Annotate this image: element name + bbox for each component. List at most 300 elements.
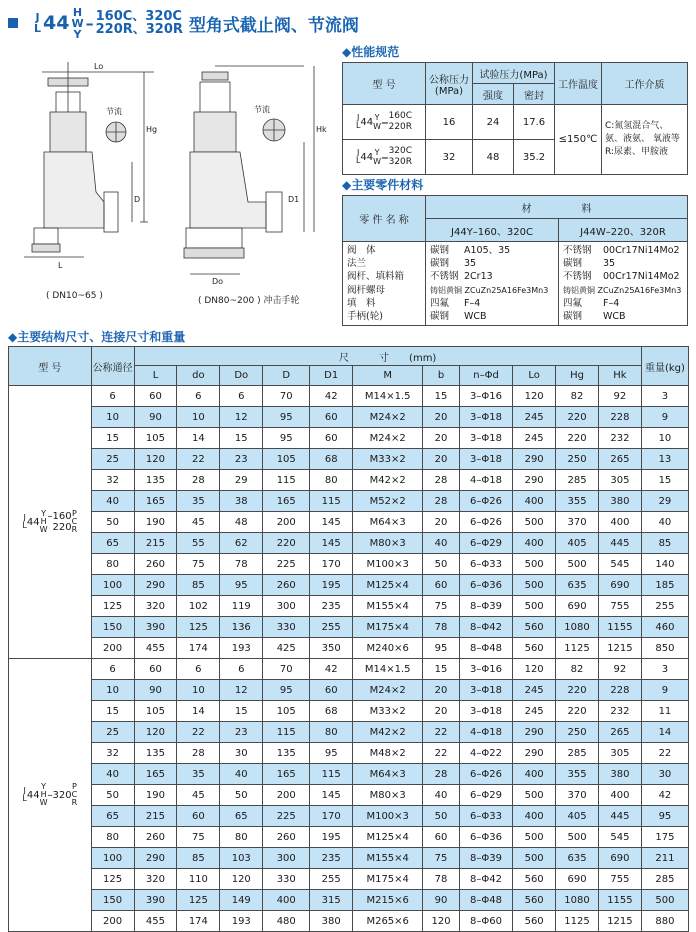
title-bullet [8, 18, 18, 28]
table-cell: 1125 [556, 638, 599, 659]
table-cell: 78 [423, 869, 460, 890]
table-cell: 3–Φ18 [459, 428, 512, 449]
table-cell: 195 [310, 575, 353, 596]
table-cell: 560 [513, 869, 556, 890]
table-cell: 50 [91, 785, 134, 806]
table-cell: 445 [598, 533, 641, 554]
table-cell: 68 [310, 701, 353, 722]
table-cell: 48 [220, 512, 263, 533]
table-cell: 405 [556, 806, 599, 827]
title-suffixes: 160C、320C 220R、320R [95, 9, 183, 37]
table-cell: 500 [556, 554, 599, 575]
table-cell: 215 [134, 533, 177, 554]
table-cell: 165 [263, 491, 310, 512]
table-cell: 455 [134, 911, 177, 932]
table-cell: 85 [177, 848, 220, 869]
table-cell: 22 [177, 722, 220, 743]
table-cell: 90 [134, 680, 177, 701]
table-cell: 235 [310, 596, 353, 617]
table-row [9, 659, 689, 680]
table-cell: 6 [91, 659, 134, 680]
table-cell: 755 [598, 869, 641, 890]
h-col-2: Do [220, 366, 263, 386]
label-hg: Hg [146, 125, 158, 134]
table-cell: 9 [641, 680, 688, 701]
table-cell: 80 [220, 827, 263, 848]
table-cell: 290 [134, 848, 177, 869]
table-cell: 80 [310, 722, 353, 743]
table-cell: 22 [423, 722, 460, 743]
table-cell: 500 [641, 890, 688, 911]
table-cell: 30 [220, 743, 263, 764]
table-cell: 405 [556, 533, 599, 554]
table-row [9, 512, 689, 533]
table-cell: 42 [310, 386, 353, 407]
table-cell: 400 [263, 890, 310, 911]
table-cell: 15 [220, 701, 263, 722]
table-cell: 10 [91, 680, 134, 701]
table-cell: 6 [91, 386, 134, 407]
table-cell: 635 [556, 575, 599, 596]
table-cell: M155×4 [353, 848, 423, 869]
table-cell: 755 [598, 596, 641, 617]
h-part: 零 件 名 称 [343, 196, 426, 242]
table-cell: 120 [134, 722, 177, 743]
table-cell: M48×2 [353, 743, 423, 764]
table-cell: 115 [263, 722, 310, 743]
table-cell: 500 [513, 785, 556, 806]
table-cell: M64×3 [353, 512, 423, 533]
table-cell: 265 [598, 722, 641, 743]
table-cell: M80×3 [353, 533, 423, 554]
table-cell: 78 [423, 617, 460, 638]
table-cell: 95 [263, 407, 310, 428]
table-cell: 460 [641, 617, 688, 638]
table-cell: 545 [598, 827, 641, 848]
table-cell: 75 [177, 554, 220, 575]
table-cell: 545 [598, 554, 641, 575]
table-cell: 220 [556, 680, 599, 701]
table-cell: 12 [220, 680, 263, 701]
h-temp: 工作温度 [555, 63, 602, 105]
h-col-4: D1 [310, 366, 353, 386]
table-cell: 500 [556, 827, 599, 848]
table-cell: 235 [310, 848, 353, 869]
table-cell: 255 [641, 596, 688, 617]
table-cell: 95 [641, 806, 688, 827]
table-cell: 560 [513, 911, 556, 932]
table-cell: 100 [91, 575, 134, 596]
table-cell: 215 [134, 806, 177, 827]
table-cell: 20 [423, 449, 460, 470]
table-cell: 4–Φ18 [459, 722, 512, 743]
table-cell: 102 [177, 596, 220, 617]
table-cell: 68 [310, 449, 353, 470]
table-cell: 455 [134, 638, 177, 659]
left-diagram-caption: ( DN10~65 ) [46, 291, 103, 301]
table-cell: 136 [220, 617, 263, 638]
table-cell: 500 [513, 848, 556, 869]
table-cell: 80 [310, 470, 353, 491]
table-cell: 285 [641, 869, 688, 890]
table-cell: 3–Φ18 [459, 407, 512, 428]
table-row [9, 764, 689, 785]
label-throttle-right: 节流 [254, 105, 270, 114]
table-cell: 75 [177, 827, 220, 848]
h-medium: 工作介质 [602, 63, 688, 105]
table-cell: 150 [91, 890, 134, 911]
table-cell: 25 [91, 449, 134, 470]
table-cell: 245 [513, 680, 556, 701]
table-cell: 62 [220, 533, 263, 554]
table-cell: 220 [556, 428, 599, 449]
table-cell: 120 [220, 869, 263, 890]
table-cell: 400 [513, 764, 556, 785]
table-cell: 115 [263, 470, 310, 491]
table-cell: 125 [177, 617, 220, 638]
table-row [9, 407, 689, 428]
table-cell: 195 [310, 827, 353, 848]
h-col1: J44Y–160、320C [426, 219, 559, 242]
table-cell: 330 [263, 869, 310, 890]
table-row [9, 848, 689, 869]
page-title [8, 6, 359, 40]
table-cell: 8–Φ48 [459, 638, 512, 659]
perf-medium: C:氮氢混合气、氨、液氨、 氧液等 R:尿素、甲胺液 [602, 105, 688, 175]
table-cell: 400 [513, 806, 556, 827]
table-cell: 290 [134, 575, 177, 596]
table-row [9, 911, 689, 932]
table-cell: 285 [556, 743, 599, 764]
table-cell: 320 [134, 596, 177, 617]
table-cell: 315 [310, 890, 353, 911]
table-row [9, 533, 689, 554]
table-cell: M80×3 [353, 785, 423, 806]
table-cell: 29 [220, 470, 263, 491]
table-cell: 40 [91, 491, 134, 512]
table-cell: 400 [513, 533, 556, 554]
table-cell: M125×4 [353, 827, 423, 848]
table-cell: 20 [423, 701, 460, 722]
group-model: J L 44 Y H W –320 P C R [9, 659, 92, 932]
table-cell: 40 [91, 764, 134, 785]
table-cell: 80 [91, 554, 134, 575]
table-cell: 320 [134, 869, 177, 890]
table-cell: 125 [91, 869, 134, 890]
perf-model: J L 44 Y W – 160C 220R [343, 105, 426, 140]
table-cell: 125 [177, 890, 220, 911]
table-cell: 105 [134, 428, 177, 449]
table-row [9, 638, 689, 659]
table-cell: 23 [220, 449, 263, 470]
table-row [9, 575, 689, 596]
table-cell: 50 [91, 512, 134, 533]
table-cell: 95 [423, 638, 460, 659]
table-cell: 20 [423, 680, 460, 701]
table-cell: 220 [556, 701, 599, 722]
table-row [9, 890, 689, 911]
table-cell: 90 [423, 890, 460, 911]
label-l: L [58, 261, 63, 270]
h-pn: 公称压力 (MPa) [426, 63, 473, 105]
table-cell: 500 [513, 575, 556, 596]
table-cell: 15 [91, 428, 134, 449]
table-cell: 330 [263, 617, 310, 638]
table-cell: 50 [423, 806, 460, 827]
h-col-3: D [263, 366, 310, 386]
table-cell: 15 [220, 428, 263, 449]
table-cell: 300 [263, 848, 310, 869]
table-cell: M24×2 [353, 428, 423, 449]
table-cell: 11 [641, 701, 688, 722]
table-cell: 1155 [598, 617, 641, 638]
table-cell: 14 [177, 701, 220, 722]
table-row [9, 680, 689, 701]
title-hwy: H W Y [71, 5, 84, 41]
table-cell: 500 [513, 512, 556, 533]
table-cell: 95 [263, 680, 310, 701]
table-cell: 42 [641, 785, 688, 806]
table-cell: 6–Φ36 [459, 575, 512, 596]
table-cell: 290 [513, 743, 556, 764]
table-cell: 400 [513, 491, 556, 512]
h-col-7: n–Φd [459, 366, 512, 386]
table-cell: 135 [134, 470, 177, 491]
table-cell: M24×2 [353, 407, 423, 428]
table-cell: 255 [310, 617, 353, 638]
table-cell: 260 [134, 554, 177, 575]
table-cell: 635 [556, 848, 599, 869]
table-cell: 3–Φ18 [459, 701, 512, 722]
table-cell: 1080 [556, 617, 599, 638]
table-cell: 95 [220, 575, 263, 596]
table-cell: 6 [177, 386, 220, 407]
table-cell: 60 [423, 575, 460, 596]
table-cell: 60 [310, 428, 353, 449]
table-row [9, 470, 689, 491]
label-do: Do [212, 277, 224, 286]
table-cell: 190 [134, 785, 177, 806]
table-row [9, 743, 689, 764]
table-cell: 300 [263, 596, 310, 617]
table-cell: M125×4 [353, 575, 423, 596]
table-cell: 3 [641, 659, 688, 680]
table-cell: 690 [556, 596, 599, 617]
table-cell: 80 [91, 827, 134, 848]
table-cell: 145 [310, 785, 353, 806]
table-cell: 10 [177, 407, 220, 428]
table-cell: 22 [641, 743, 688, 764]
table-cell: 425 [263, 638, 310, 659]
table-cell: 8–Φ42 [459, 869, 512, 890]
table-cell: 1215 [598, 911, 641, 932]
table-cell: 174 [177, 638, 220, 659]
perf-strength: 24 [473, 105, 514, 140]
h-col-6: b [423, 366, 460, 386]
table-row [9, 869, 689, 890]
h-model: 型 号 [9, 347, 92, 386]
table-cell: M24×2 [353, 680, 423, 701]
table-cell: 90 [134, 407, 177, 428]
table-cell: 560 [513, 617, 556, 638]
table-cell: 50 [423, 554, 460, 575]
perf-pn: 16 [426, 105, 473, 140]
h-strength: 强度 [473, 84, 514, 105]
table-cell: 185 [641, 575, 688, 596]
table-row [9, 554, 689, 575]
right-diagram-caption: ( DN80~200 ) 冲击手轮 [198, 296, 300, 306]
section-dimensions: ◆主要结构尺寸、连接尺寸和重量 [8, 330, 186, 344]
table-cell: 20 [423, 512, 460, 533]
table-cell: 115 [310, 764, 353, 785]
table-cell: 40 [641, 512, 688, 533]
table-cell: 174 [177, 911, 220, 932]
perf-seal: 35.2 [514, 140, 555, 175]
table-cell: 245 [513, 428, 556, 449]
table-cell: 8–Φ42 [459, 617, 512, 638]
table-cell: M175×4 [353, 869, 423, 890]
label-d-left: D [134, 195, 141, 204]
table-cell: 65 [91, 533, 134, 554]
group-model: J L 44 Y H W –160 220 P C R [9, 386, 92, 659]
table-cell: 13 [641, 449, 688, 470]
table-cell: 29 [641, 491, 688, 512]
table-cell: M240×6 [353, 638, 423, 659]
table-cell: 60 [423, 827, 460, 848]
table-row [9, 596, 689, 617]
table-cell: 200 [263, 512, 310, 533]
table-cell: 245 [513, 701, 556, 722]
table-cell: 193 [220, 638, 263, 659]
table-cell: 290 [513, 470, 556, 491]
materials-col2: 不锈钢 00Cr17Ni14Mo2 碳钢 35 不锈钢 00Cr17Ni14Mo2 铸铝黄铜 ZCuZn25A16Fe3Mn3 四氟 F–4 碳钢 WCB [559, 242, 688, 326]
perf-seal: 17.6 [514, 105, 555, 140]
table-cell: 45 [177, 785, 220, 806]
table-cell: 14 [177, 428, 220, 449]
table-cell: 8–Φ39 [459, 848, 512, 869]
table-cell: 10 [641, 428, 688, 449]
table-cell: 15 [423, 386, 460, 407]
table-cell: 120 [134, 449, 177, 470]
table-cell: 10 [177, 680, 220, 701]
table-cell: 103 [220, 848, 263, 869]
table-cell: 355 [556, 764, 599, 785]
table-cell: 60 [310, 407, 353, 428]
label-d1: D1 [288, 195, 300, 204]
table-cell: 6–Φ33 [459, 806, 512, 827]
perf-model: J L 44 Y W – 320C 320R [343, 140, 426, 175]
table-cell: 1155 [598, 890, 641, 911]
perf-strength: 48 [473, 140, 514, 175]
table-cell: M14×1.5 [353, 659, 423, 680]
table-cell: 380 [598, 491, 641, 512]
section-performance: ◆性能规范 [342, 45, 400, 59]
table-cell: 92 [598, 659, 641, 680]
h-weight: 重量(kg) [641, 347, 688, 386]
table-cell: M100×3 [353, 554, 423, 575]
table-cell: 20 [423, 428, 460, 449]
table-cell: 110 [177, 869, 220, 890]
table-cell: 120 [513, 386, 556, 407]
table-cell: 9 [641, 407, 688, 428]
h-col-0: L [134, 366, 177, 386]
table-cell: M64×3 [353, 764, 423, 785]
table-cell: 480 [263, 911, 310, 932]
h-col-9: Hg [556, 366, 599, 386]
table-cell: 175 [641, 827, 688, 848]
table-cell: 82 [556, 386, 599, 407]
table-cell: 3–Φ16 [459, 659, 512, 680]
table-cell: 75 [423, 596, 460, 617]
table-cell: 190 [134, 512, 177, 533]
table-cell: M33×2 [353, 701, 423, 722]
table-cell: 225 [263, 806, 310, 827]
table-cell: 15 [423, 659, 460, 680]
table-cell: 8–Φ60 [459, 911, 512, 932]
title-jl: J L [34, 11, 42, 35]
table-cell: 500 [513, 554, 556, 575]
table-cell: 4–Φ18 [459, 470, 512, 491]
table-cell: 70 [263, 386, 310, 407]
table-cell: 225 [263, 554, 310, 575]
table-cell: 500 [513, 827, 556, 848]
table-cell: 850 [641, 638, 688, 659]
table-cell: 32 [91, 470, 134, 491]
table-cell: M155×4 [353, 596, 423, 617]
table-row [9, 701, 689, 722]
table-cell: 82 [556, 659, 599, 680]
performance-table [342, 62, 688, 175]
table-cell: M100×3 [353, 806, 423, 827]
table-cell: 28 [423, 470, 460, 491]
table-cell: 8–Φ39 [459, 596, 512, 617]
table-cell: 1215 [598, 638, 641, 659]
table-cell: 350 [310, 638, 353, 659]
table-cell: 290 [513, 722, 556, 743]
table-cell: 55 [177, 533, 220, 554]
section-materials: ◆主要零件材料 [342, 178, 424, 192]
table-cell: 35 [177, 491, 220, 512]
table-cell: 92 [598, 386, 641, 407]
materials-table [342, 195, 688, 326]
table-cell: 560 [513, 890, 556, 911]
table-cell: 200 [263, 785, 310, 806]
table-cell: 6–Φ26 [459, 491, 512, 512]
table-cell: 400 [598, 785, 641, 806]
table-cell: 880 [641, 911, 688, 932]
table-cell: 100 [91, 848, 134, 869]
h-test: 试验压力(MPa) [473, 63, 555, 84]
table-cell: 145 [310, 512, 353, 533]
perf-row [343, 105, 688, 140]
table-cell: 165 [134, 491, 177, 512]
table-cell: 4–Φ22 [459, 743, 512, 764]
table-row [9, 386, 689, 407]
table-cell: 390 [134, 890, 177, 911]
table-cell: 3–Φ16 [459, 386, 512, 407]
table-cell: 193 [220, 911, 263, 932]
table-cell: 105 [263, 449, 310, 470]
table-cell: 305 [598, 743, 641, 764]
table-cell: 690 [598, 848, 641, 869]
table-cell: 120 [423, 911, 460, 932]
table-cell: 14 [641, 722, 688, 743]
table-cell: 6–Φ36 [459, 827, 512, 848]
label-throttle-left: 节流 [106, 107, 122, 116]
table-cell: 232 [598, 701, 641, 722]
table-cell: 35 [177, 764, 220, 785]
perf-pn: 32 [426, 140, 473, 175]
